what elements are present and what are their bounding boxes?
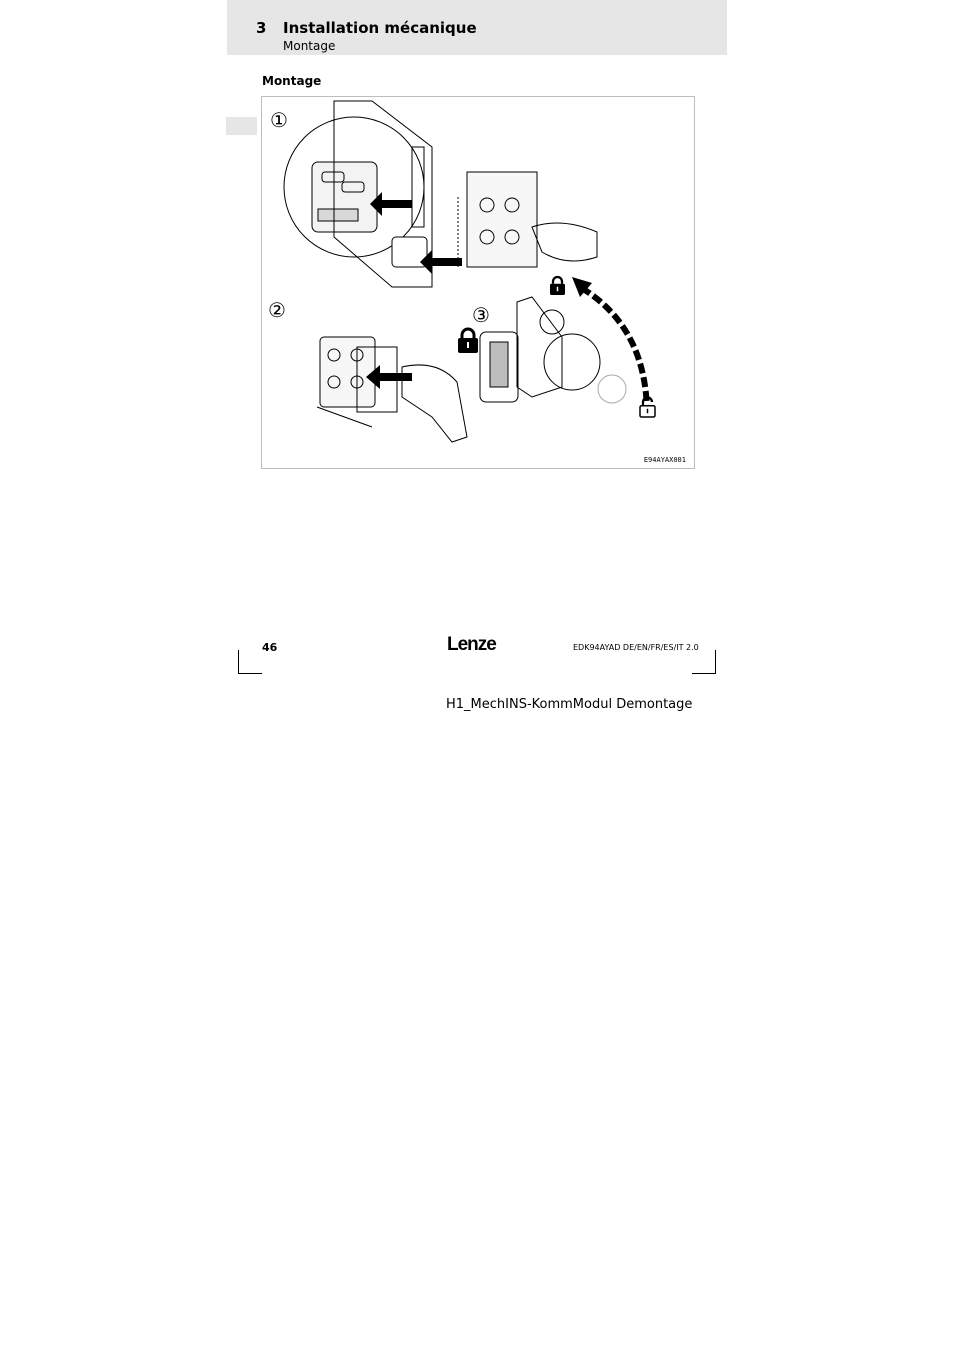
document-id: EDK94AYAD DE/EN/FR/ES/IT 2.0 <box>573 643 699 652</box>
crop-mark-right-vertical <box>715 650 716 674</box>
section-heading: Montage <box>262 74 322 88</box>
page-number: 46 <box>262 641 278 654</box>
lenze-logo: Lenze <box>447 634 496 655</box>
step3-illustration <box>480 297 626 403</box>
chapter-number: 3 <box>256 19 267 37</box>
crop-mark-left-vertical <box>238 650 239 674</box>
side-tab-marker <box>226 117 257 135</box>
installation-figure <box>261 96 695 469</box>
installation-illustration <box>262 97 694 468</box>
chapter-title: Installation mécanique <box>283 19 477 37</box>
footer-caption: H1_MechINS-KommModul Demontage <box>446 697 693 712</box>
rotation-arrow <box>580 287 647 415</box>
chapter-subtitle: Montage <box>283 39 336 53</box>
crop-mark-left-horizontal <box>238 673 262 674</box>
step2-illustration <box>317 337 467 442</box>
lock-closed-icon <box>550 277 565 295</box>
lock-closed-icon <box>458 329 478 353</box>
step-label-1: ① <box>270 108 288 132</box>
step-label-2: ② <box>268 298 286 322</box>
crop-mark-right-horizontal <box>692 673 716 674</box>
figure-code: E94AYAX001 <box>643 456 686 464</box>
step-label-3: ③ <box>472 303 490 327</box>
